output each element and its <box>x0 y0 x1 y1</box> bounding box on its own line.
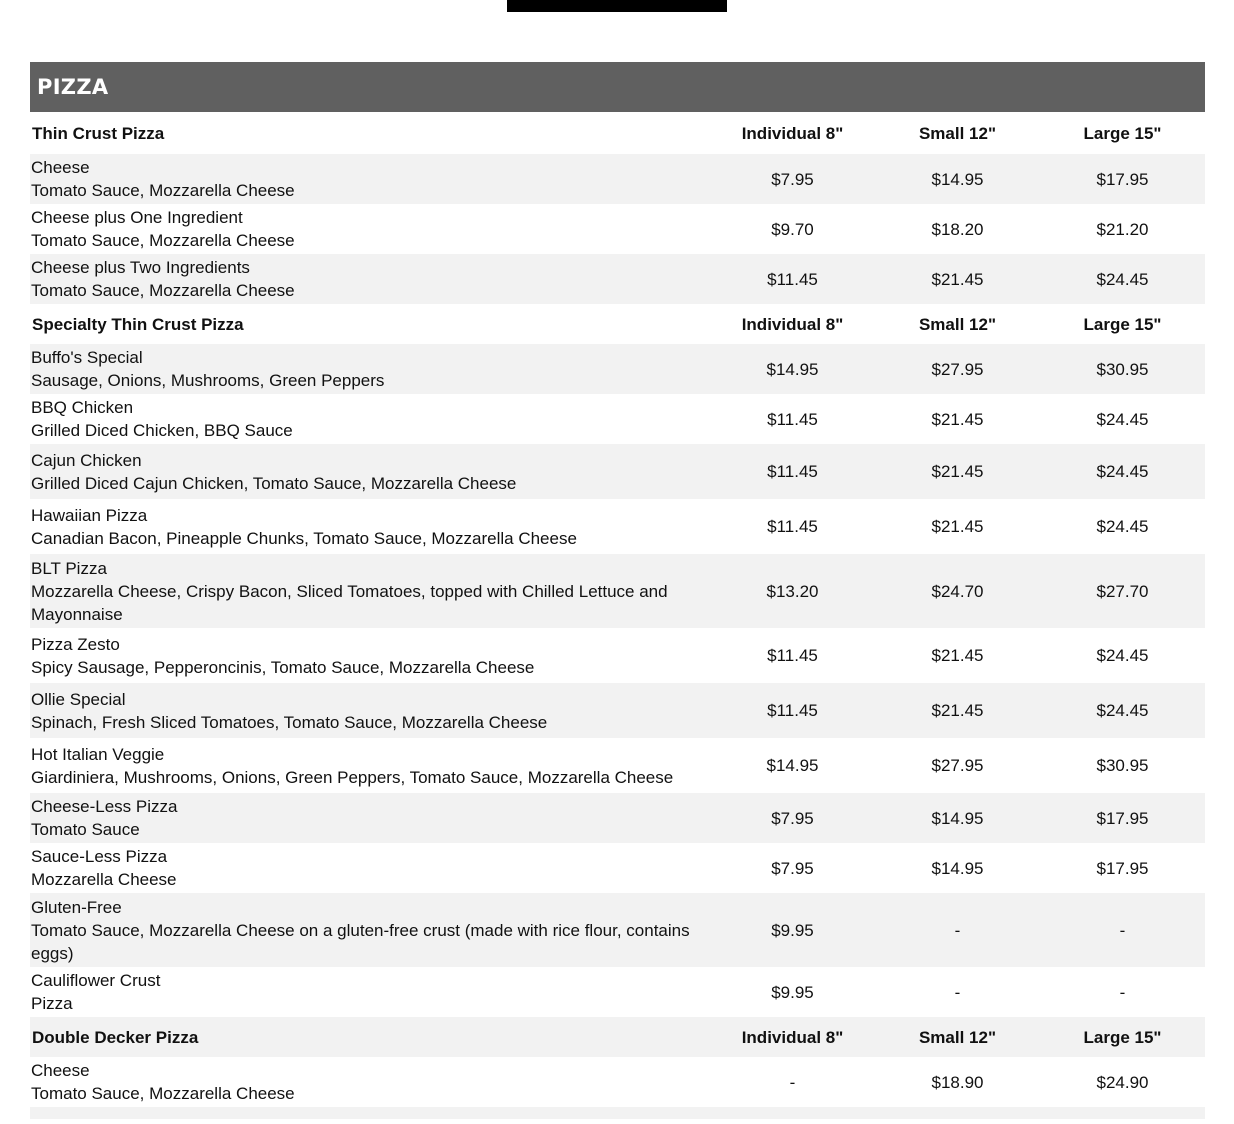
price-large: $24.45 <box>1096 517 1149 536</box>
top-banner-bar <box>507 0 727 12</box>
price-individual: $11.45 <box>767 517 818 536</box>
item-name: Cheese <box>31 1061 90 1080</box>
item-description: Tomato Sauce, Mozzarella Cheese <box>31 1084 295 1103</box>
menu-item-row <box>30 628 1205 683</box>
menu-item-row <box>30 394 1205 444</box>
price-individual: $11.45 <box>767 646 818 665</box>
price-small: $21.45 <box>931 646 984 665</box>
size-header: Small 12" <box>875 1017 1040 1057</box>
item-description: Canadian Bacon, Pineapple Chunks, Tomato Sauce, Mozzarella Cheese <box>31 528 577 548</box>
price-individual: $14.95 <box>710 344 875 394</box>
price-individual: $13.20 <box>710 554 875 628</box>
price-large: $24.45 <box>1040 444 1205 499</box>
item-name: Ollie Special <box>31 689 126 709</box>
menu-item-row <box>30 154 1205 204</box>
group-header-double-decker <box>30 1017 1205 1057</box>
price-small: $14.95 <box>875 154 1040 204</box>
section-title: PIZZA <box>30 62 1205 112</box>
item-name: BLT Pizza <box>31 558 107 578</box>
price-small: $14.95 <box>875 793 1040 843</box>
size-header: Individual 8" <box>741 123 844 143</box>
price-small: $21.45 <box>931 409 984 429</box>
item-description: Sausage, Onions, Mushrooms, Green Peppers <box>31 371 385 390</box>
pizza-menu <box>30 62 1205 1119</box>
item-description: Tomato Sauce, Mozzarella Cheese <box>31 281 295 300</box>
price-large: $24.45 <box>1096 646 1149 665</box>
menu-item-row <box>30 683 1205 738</box>
price-large: $24.45 <box>1040 254 1205 304</box>
item-name: Cheese-Less Pizza <box>31 797 178 816</box>
item-description: Spinach, Fresh Sliced Tomatoes, Tomato Sauce, Mozzarella Cheese <box>31 712 548 732</box>
price-small: - <box>954 982 961 1002</box>
item-name: Sauce-Less Pizza <box>31 847 168 866</box>
menu-item-row <box>30 204 1205 254</box>
price-individual: $9.95 <box>710 893 875 967</box>
item-name: Gluten-Free <box>31 897 122 917</box>
price-large: $21.20 <box>1096 219 1149 239</box>
price-individual: - <box>789 1072 796 1092</box>
menu-item-row <box>30 738 1205 793</box>
size-header: Large 15" <box>1083 123 1162 143</box>
menu-item-row <box>30 254 1205 304</box>
price-individual: $7.95 <box>710 793 875 843</box>
price-small: $18.90 <box>931 1072 984 1092</box>
item-description: Mozzarella Cheese, Crispy Bacon, Sliced Tomatoes, topped with Chilled Lettuce and Mayonnaise <box>31 581 668 624</box>
price-large: $30.95 <box>1096 756 1149 775</box>
item-description: Tomato Sauce, Mozzarella Cheese on a gluten-free crust (made with rice flour, contains eggs) <box>31 920 690 963</box>
item-name: Cauliflower Crust <box>31 971 161 990</box>
price-small: $24.70 <box>875 554 1040 628</box>
menu-item-row <box>30 344 1205 394</box>
cut-off-row <box>30 1107 1205 1119</box>
price-small: $14.95 <box>931 858 984 878</box>
price-small: $27.95 <box>931 756 984 775</box>
menu-item-row <box>30 843 1205 893</box>
price-large: - <box>1119 982 1126 1002</box>
price-individual: $11.45 <box>710 683 875 738</box>
price-large: $24.45 <box>1040 683 1205 738</box>
item-description: Spicy Sausage, Pepperoncinis, Tomato Sauce, Mozzarella Cheese <box>31 657 535 677</box>
price-large: $17.95 <box>1040 154 1205 204</box>
menu-item-row <box>30 444 1205 499</box>
menu-item-row <box>30 1057 1205 1107</box>
price-individual: $11.45 <box>710 254 875 304</box>
item-name: Pizza Zesto <box>31 634 120 654</box>
size-header: Large 15" <box>1040 1017 1205 1057</box>
menu-item-row <box>30 967 1205 1017</box>
pizza-price-table <box>30 112 1205 1119</box>
price-small: $21.45 <box>875 254 1040 304</box>
size-header: Large 15" <box>1083 314 1162 334</box>
item-name: Cheese plus Two Ingredients <box>31 258 250 277</box>
menu-item-row <box>30 893 1205 967</box>
price-large: $17.95 <box>1096 858 1149 878</box>
item-description: Grilled Diced Chicken, BBQ Sauce <box>31 421 293 440</box>
item-name: Buffo's Special <box>31 348 143 367</box>
item-description: Grilled Diced Cajun Chicken, Tomato Sauce, Mozzarella Cheese <box>31 473 517 493</box>
size-header: Individual 8" <box>741 314 844 334</box>
price-small: $18.20 <box>931 219 984 239</box>
price-individual: $11.45 <box>767 409 818 429</box>
item-description: Pizza <box>31 994 73 1013</box>
item-description: Tomato Sauce, Mozzarella Cheese <box>31 231 295 250</box>
item-name: Hawaiian Pizza <box>31 505 148 525</box>
menu-item-row <box>30 554 1205 628</box>
group-title: Thin Crust Pizza <box>32 123 165 143</box>
price-individual: $9.95 <box>771 982 814 1002</box>
price-individual: $9.70 <box>771 219 814 239</box>
item-description: Tomato Sauce <box>31 820 140 839</box>
item-description: Tomato Sauce, Mozzarella Cheese <box>31 181 295 200</box>
group-title: Double Decker Pizza <box>30 1017 710 1057</box>
size-header: Small 12" <box>918 314 997 334</box>
price-small: $27.95 <box>875 344 1040 394</box>
price-individual: $11.45 <box>710 444 875 499</box>
price-large: $17.95 <box>1040 793 1205 843</box>
price-small: - <box>875 893 1040 967</box>
item-name: BBQ Chicken <box>31 398 134 417</box>
price-large: $24.90 <box>1096 1072 1149 1092</box>
group-title: Specialty Thin Crust Pizza <box>32 314 244 334</box>
price-small: $21.45 <box>875 683 1040 738</box>
price-small: $21.45 <box>931 517 984 536</box>
price-individual: $14.95 <box>766 756 819 775</box>
size-header: Small 12" <box>918 123 997 143</box>
item-name: Cheese <box>31 158 90 177</box>
price-large: $24.45 <box>1096 409 1149 429</box>
group-header-specialty <box>30 304 1205 344</box>
price-small: $21.45 <box>875 444 1040 499</box>
item-name: Hot Italian Veggie <box>31 744 165 764</box>
item-name: Cheese plus One Ingredient <box>31 208 243 227</box>
price-large: $30.95 <box>1040 344 1205 394</box>
menu-item-row <box>30 793 1205 843</box>
item-description: Mozzarella Cheese <box>31 870 177 889</box>
item-description: Giardiniera, Mushrooms, Onions, Green Peppers, Tomato Sauce, Mozzarella Cheese <box>31 767 674 787</box>
price-individual: $7.95 <box>710 154 875 204</box>
menu-item-row <box>30 499 1205 554</box>
item-name: Cajun Chicken <box>31 450 142 470</box>
price-large: $27.70 <box>1040 554 1205 628</box>
group-header-thin-crust <box>30 112 1205 154</box>
price-large: - <box>1040 893 1205 967</box>
price-individual: $7.95 <box>771 858 814 878</box>
size-header: Individual 8" <box>710 1017 875 1057</box>
